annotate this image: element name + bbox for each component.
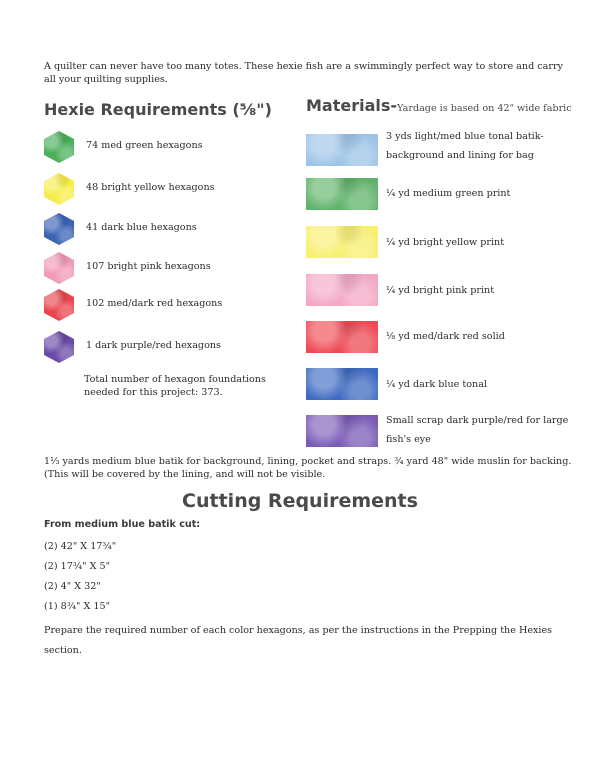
hexie-label: 102 med/dark red hexagons (86, 298, 223, 309)
fabric-swatch-light-blue (306, 134, 378, 166)
fabric-swatch-purple (306, 415, 378, 447)
material-item-blue-batik (306, 131, 576, 168)
hexie-label: 41 dark blue hexagons (86, 222, 197, 233)
material-label: ¼ yd bright yellow print (386, 237, 505, 248)
material-label: ¼ yd dark blue tonal (386, 379, 487, 390)
hexagon-blue-icon (44, 213, 74, 245)
cutting-subheading: From medium blue batik cut: (44, 519, 201, 530)
fabric-swatch-yellow (306, 226, 378, 258)
hexagon-green-icon (44, 131, 74, 163)
hexie-item-pink (44, 252, 284, 284)
cutting-requirements-heading: Cutting Requirements (182, 490, 418, 512)
backing-note: 1⅓ yards medium blue batik for background, lining, pocket and straps. ¾ yard 48" wide muslin for backing. (This will be covered by the lining, and will not be visible. (44, 456, 572, 480)
hexie-label: 74 med green hexagons (86, 140, 203, 151)
cut-line: (2) 42" X 17¾" (44, 541, 117, 552)
hexagon-purple-icon (44, 331, 74, 363)
hexie-requirements-heading: Hexie Requirements (⅝") (44, 100, 272, 119)
hexie-item-green (44, 131, 284, 163)
material-item-red (306, 321, 576, 355)
material-item-yellow (306, 226, 576, 260)
intro-text: A quilter can never have too many totes. These hexie fish are a swimmingly perfect way to store and carry all your quilting supplies. (44, 61, 563, 85)
material-label: ¼ yd medium green print (386, 188, 511, 199)
hexie-label: 1 dark purple/red hexagons (86, 340, 221, 351)
hexie-label: 48 bright yellow hexagons (86, 182, 215, 193)
material-label: ⅛ yd med/dark red solid (386, 331, 505, 342)
hexagon-yellow-icon (44, 173, 74, 205)
materials-heading (306, 96, 572, 115)
material-item-green (306, 178, 576, 212)
hexie-item-purple (44, 331, 284, 363)
fabric-swatch-pink (306, 274, 378, 306)
prep-instructions: Prepare the required number of each color hexagons, as per the instructions in the Prepping the Hexies section. (44, 625, 553, 656)
fabric-swatch-red (306, 321, 378, 353)
hexie-item-yellow (44, 173, 284, 205)
fabric-swatch-dark-blue (306, 368, 378, 400)
material-label: Small scrap dark purple/red for large fish's eye (386, 415, 569, 445)
material-label: ¼ yd bright pink print (386, 285, 495, 296)
material-label: 3 yds light/med blue tonal batik- background and lining for bag (386, 131, 544, 161)
total-hexagon-note: Total number of hexagon foundations needed for this project: 373. (84, 374, 266, 398)
cut-line: (2) 17¾" X 5" (44, 561, 111, 572)
hexie-item-red (44, 289, 284, 321)
hexie-label: 107 bright pink hexagons (86, 261, 211, 272)
cut-line: (1) 8¾" X 15" (44, 601, 111, 612)
material-item-pink (306, 274, 576, 308)
hexie-item-dark-blue (44, 213, 284, 245)
hexagon-pink-icon (44, 252, 74, 284)
hexagon-red-icon (44, 289, 74, 321)
material-item-purple (306, 415, 576, 449)
material-item-dark-blue (306, 368, 576, 402)
materials-title: Materials- (306, 96, 398, 115)
materials-subtitle: Yardage is based on 42" wide fabric (397, 103, 572, 114)
cut-line: (2) 4" X 32" (44, 581, 101, 592)
fabric-swatch-green (306, 178, 378, 210)
